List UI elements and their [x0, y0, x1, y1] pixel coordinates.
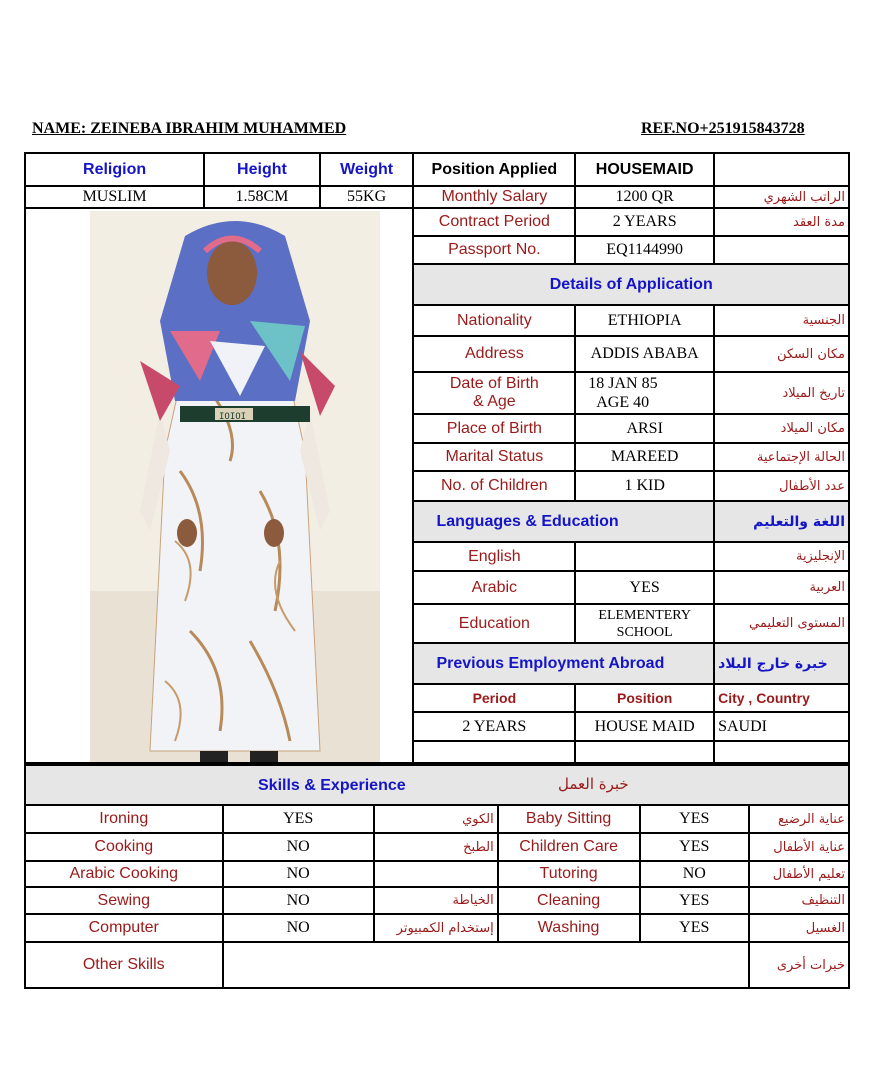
belt-buckle: IOIOI — [219, 412, 247, 422]
contract-label: Contract Period — [413, 208, 575, 236]
skill-ironing-label: Ironing — [25, 805, 223, 833]
skill-babysitting-ar: عناية الرضيع — [749, 805, 849, 833]
empty-cell — [413, 741, 575, 763]
skill-washing-label: Washing — [498, 914, 640, 942]
nationality-value: ETHIOPIA — [575, 305, 714, 336]
birthplace-label: Place of Birth — [413, 414, 575, 443]
skill-washing-value: YES — [640, 914, 750, 942]
employment-section-title: Previous Employment Abroad — [413, 643, 714, 684]
empty-cell — [714, 741, 849, 763]
empty-cell — [575, 741, 714, 763]
applicant-photo-illustration — [90, 211, 380, 763]
skill-cooking-value: NO — [223, 833, 374, 861]
other-skills-label: Other Skills — [25, 942, 223, 988]
address-label: Address — [413, 336, 575, 372]
height-label: Height — [204, 153, 320, 186]
skill-cleaning-label: Cleaning — [498, 887, 640, 914]
skill-arabiccooking-value: NO — [223, 861, 374, 887]
address-value: ADDIS ABABA — [575, 336, 714, 372]
arabic-label: Arabic — [413, 571, 575, 604]
english-label: English — [413, 542, 575, 571]
skill-cooking-ar: الطبخ — [374, 833, 498, 861]
reference-number: REF.NO+251915843728 — [641, 120, 805, 137]
marital-value: MAREED — [575, 443, 714, 471]
skill-childrencare-value: YES — [640, 833, 750, 861]
skill-ironing-value: YES — [223, 805, 374, 833]
salary-value: 1200 QR — [575, 186, 714, 208]
weight-value: 55KG — [320, 186, 414, 208]
religion-label: Religion — [25, 153, 204, 186]
salary-ar: الراتب الشهري — [714, 186, 849, 208]
skill-tutoring-value: NO — [640, 861, 750, 887]
children-label: No. of Children — [413, 471, 575, 501]
application-table — [24, 152, 850, 764]
skills-section-title-ar: خبرة العمل — [558, 775, 629, 793]
skill-cooking-label: Cooking — [25, 833, 223, 861]
nationality-ar: الجنسية — [714, 305, 849, 336]
skills-table — [24, 764, 850, 989]
education-label: Education — [413, 604, 575, 643]
empty-cell — [714, 153, 849, 186]
employment-period: 2 YEARS — [413, 712, 575, 741]
birthplace-value: ARSI — [575, 414, 714, 443]
nationality-label: Nationality — [413, 305, 575, 336]
skill-arabiccooking-label: Arabic Cooking — [25, 861, 223, 887]
skill-cleaning-value: YES — [640, 887, 750, 914]
english-ar: الإنجليزية — [714, 542, 849, 571]
applicant-name: NAME: ZEINEBA IBRAHIM MUHAMMED — [32, 120, 347, 137]
contract-value: 2 YEARS — [575, 208, 714, 236]
employment-section-title-ar — [714, 643, 849, 684]
weight-label: Weight — [320, 153, 414, 186]
age-value: AGE 40 — [596, 394, 650, 411]
position-applied-label: Position Applied — [413, 153, 575, 186]
salary-label: Monthly Salary — [413, 186, 575, 208]
skill-sewing-value: NO — [223, 887, 374, 914]
skill-computer-ar: إستخدام الكمبيوتر — [374, 914, 498, 942]
skills-section-header — [25, 765, 849, 805]
employment-position: HOUSE MAID — [575, 712, 714, 741]
height-value: 1.58CM — [204, 186, 320, 208]
education-ar: المستوى التعليمي — [714, 604, 849, 643]
passport-label: Passport No. — [413, 236, 575, 264]
skill-sewing-ar: الخياطة — [374, 887, 498, 914]
dob-label-line1: Date of Birth — [449, 375, 539, 392]
skills-section-title: Skills & Experience — [258, 777, 406, 794]
religion-value: MUSLIM — [25, 186, 204, 208]
education-line1: ELEMENTERY — [598, 607, 691, 623]
skill-tutoring-label: Tutoring — [498, 861, 640, 887]
education-value — [575, 604, 714, 643]
contract-ar: مدة العقد — [714, 208, 849, 236]
education-line2: SCHOOL — [616, 624, 673, 640]
skill-tutoring-ar: تعليم الأطفال — [749, 861, 849, 887]
address-ar: مكان السكن — [714, 336, 849, 372]
applicant-photo — [90, 211, 380, 763]
position-applied-value: HOUSEMAID — [575, 153, 714, 186]
arabic-ar: العربية — [714, 571, 849, 604]
skill-computer-label: Computer — [25, 914, 223, 942]
employment-section-title-ar-text: خبرة خارج البلاد — [718, 655, 828, 672]
skill-babysitting-label: Baby Sitting — [498, 805, 640, 833]
dob-label — [413, 372, 575, 414]
arabic-value: YES — [575, 571, 714, 604]
birthplace-ar: مكان الميلاد — [714, 414, 849, 443]
dob-value — [575, 372, 714, 414]
languages-section-title: Languages & Education — [413, 501, 714, 542]
skill-computer-value: NO — [223, 914, 374, 942]
applicant-photo-cell — [25, 208, 413, 763]
dob-ar: تاريخ الميلاد — [714, 372, 849, 414]
details-section-title: Details of Application — [413, 264, 849, 305]
skill-childrencare-label: Children Care — [498, 833, 640, 861]
skill-babysitting-value: YES — [640, 805, 750, 833]
empty-cell — [714, 236, 849, 264]
children-ar: عدد الأطفال — [714, 471, 849, 501]
marital-ar: الحالة الإجتماعية — [714, 443, 849, 471]
dob-label-line2: & Age — [473, 393, 516, 410]
dob-date: 18 JAN 85 — [588, 375, 658, 392]
skill-washing-ar: الغسيل — [749, 914, 849, 942]
marital-label: Marital Status — [413, 443, 575, 471]
other-skills-ar: خبرات أخرى — [749, 942, 849, 988]
employment-country: SAUDI — [714, 712, 849, 741]
country-header: City , Country — [714, 684, 849, 712]
position-header: Position — [575, 684, 714, 712]
other-skills-value — [223, 942, 750, 988]
skill-ironing-ar: الكوي — [374, 805, 498, 833]
skill-sewing-label: Sewing — [25, 887, 223, 914]
skill-cleaning-ar: التنظيف — [749, 887, 849, 914]
skill-arabiccooking-ar — [374, 861, 498, 887]
children-value: 1 KID — [575, 471, 714, 501]
skill-childrencare-ar: عناية الأطفال — [749, 833, 849, 861]
english-value — [575, 542, 714, 571]
languages-section-title-ar: اللغة والتعليم — [714, 501, 849, 542]
passport-value: EQ1144990 — [575, 236, 714, 264]
period-header: Period — [413, 684, 575, 712]
